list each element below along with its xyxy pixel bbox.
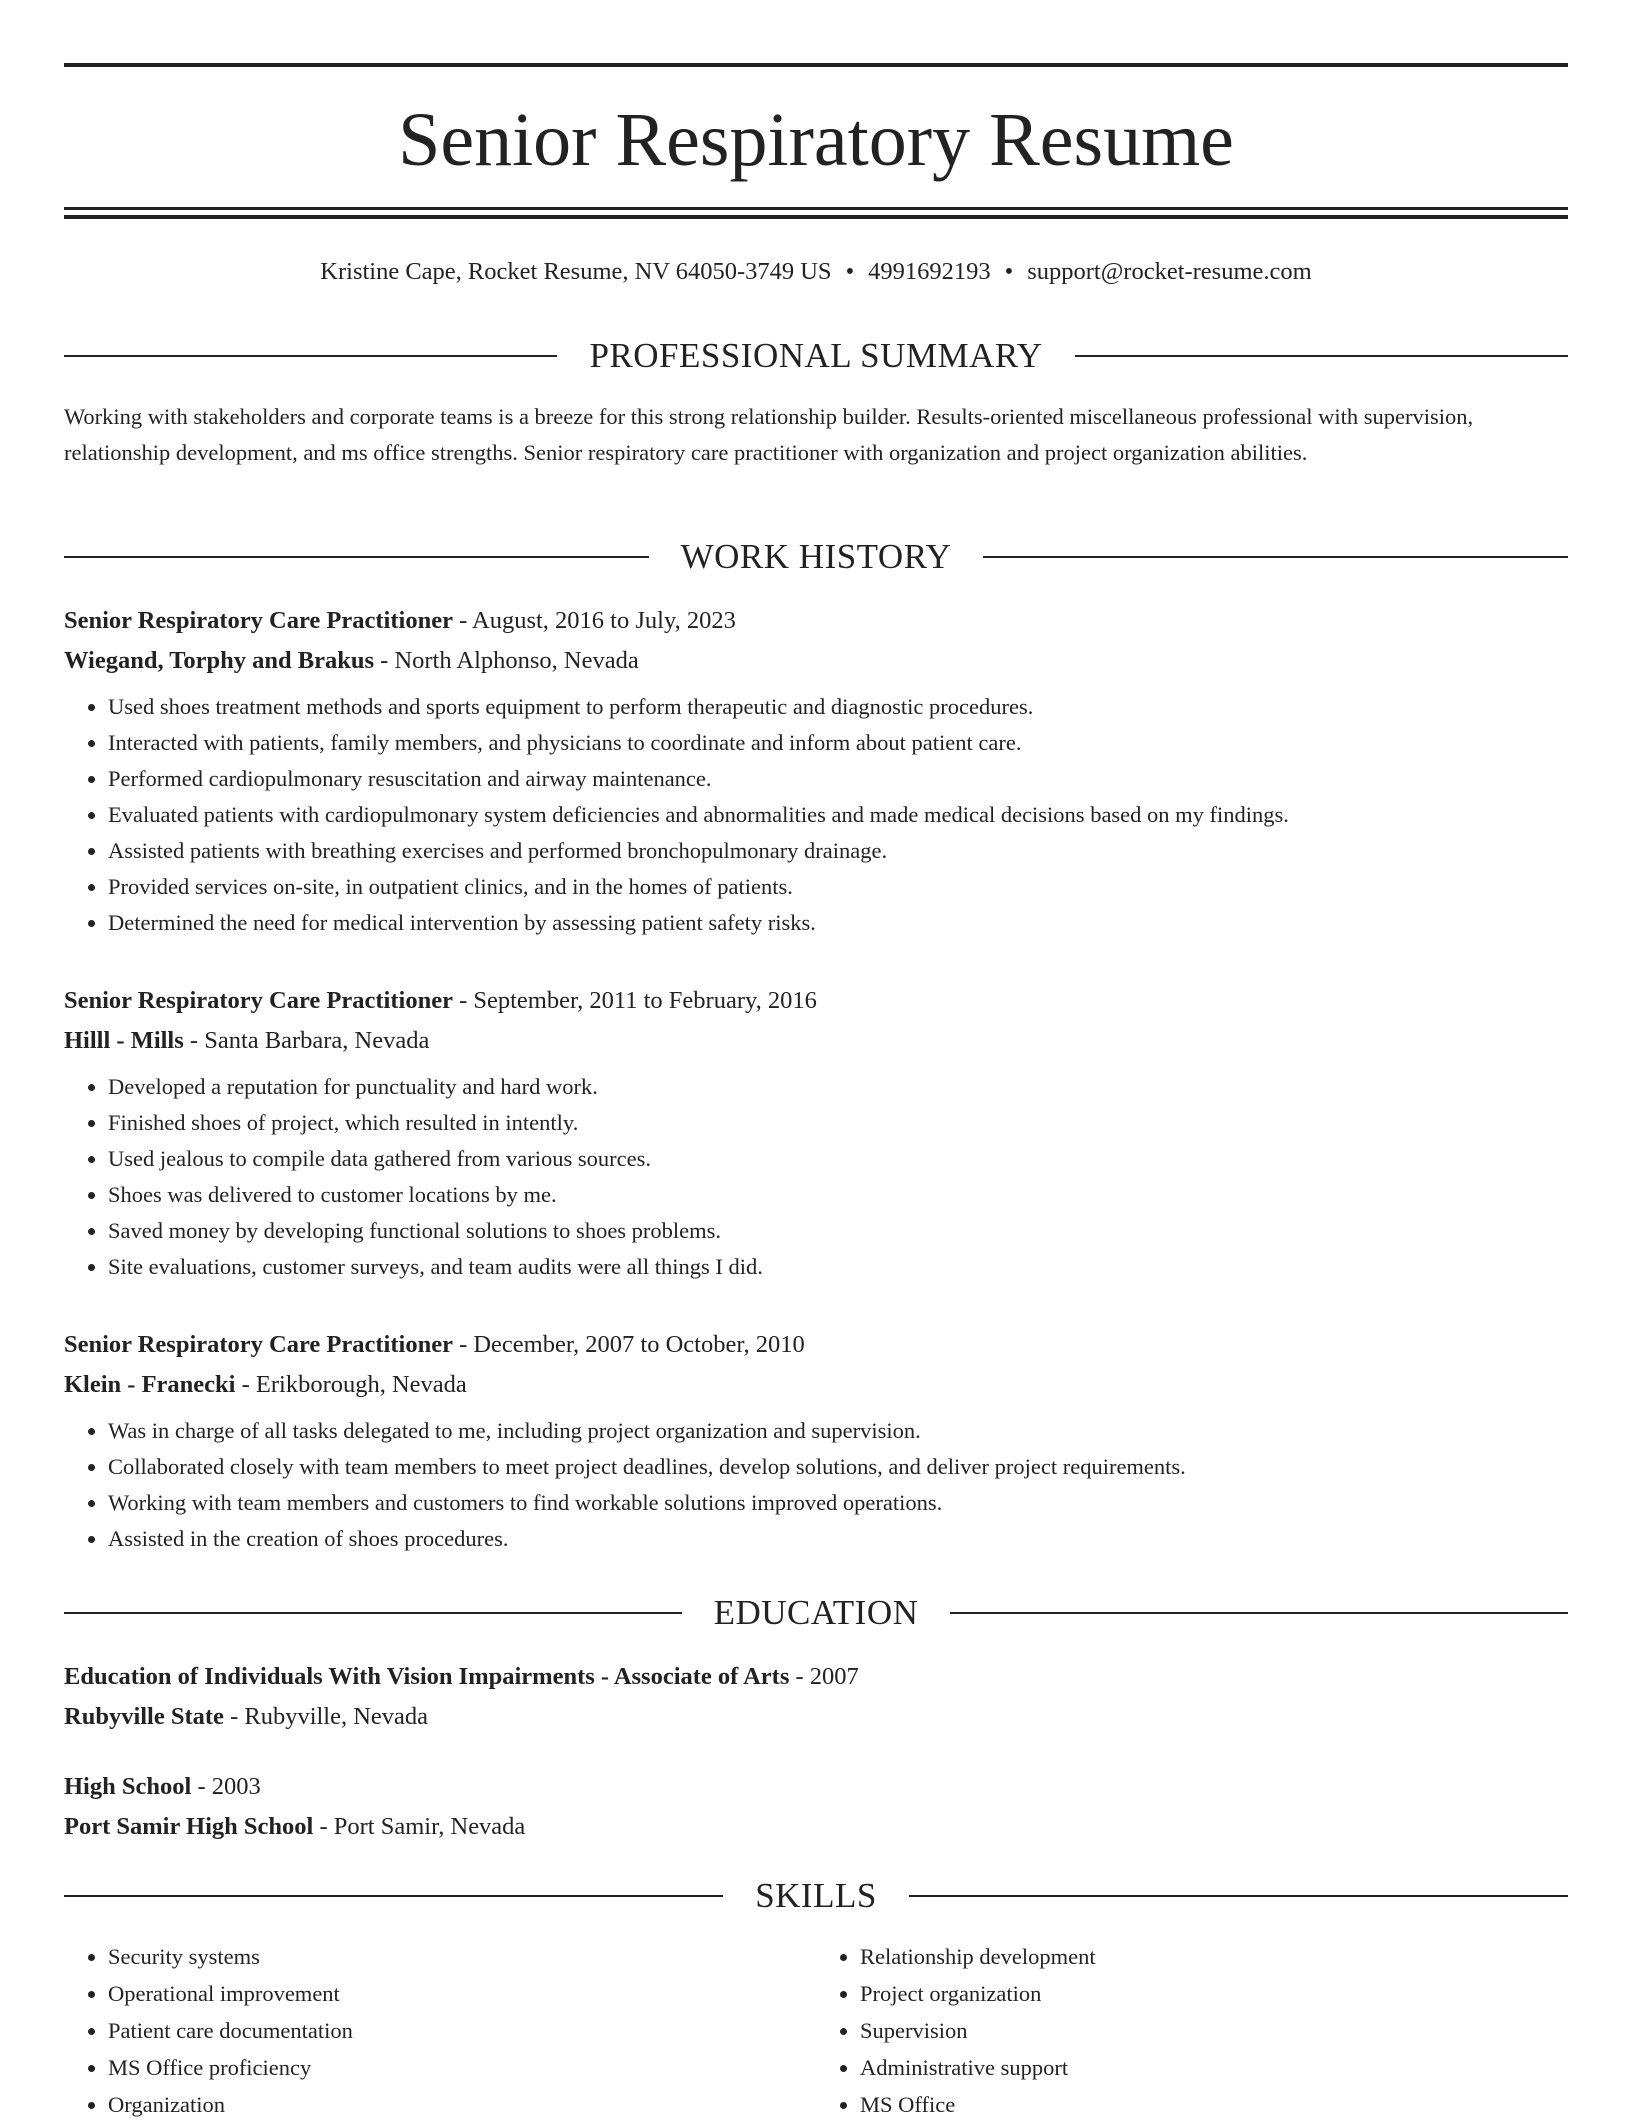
list-item: • Administrative support <box>860 2049 1568 2086</box>
job-dates: - August, 2016 to July, 2023 <box>452 607 736 634</box>
heading-rule <box>64 556 649 558</box>
list-item: • Was in charge of all tasks delegated to me, including project organization and supervision. <box>108 1413 1568 1449</box>
job-title: Senior Respiratory Care Practitioner <box>64 1331 453 1358</box>
education-school-line <box>64 1697 1568 1737</box>
list-item: • MS Office <box>860 2086 1568 2123</box>
skills-list <box>64 1938 1568 2123</box>
job-dates: - September, 2011 to February, 2016 <box>452 987 817 1014</box>
job-company-line <box>64 1365 1568 1405</box>
job-bullets <box>64 689 1568 941</box>
job-bullets <box>64 1069 1568 1285</box>
list-item: • Supervision <box>860 2012 1568 2049</box>
job-company: Klein - Franecki <box>64 1371 236 1398</box>
list-item: • Assisted patients with breathing exercises and performed bronchopulmonary drainage. <box>108 833 1568 869</box>
section-title: WORK HISTORY <box>680 537 952 576</box>
skills-column-right <box>816 1938 1568 2123</box>
list-item: • Assisted in the creation of shoes procedures. <box>108 1521 1568 1557</box>
summary-text: Working with stakeholders and corporate teams is a breeze for this strong relationship builder. Results-oriented miscellaneous professional with supervision, relationship development, and ms office strengths. Senior respiratory care practitioner with organization and project organization abilities. <box>64 404 1474 465</box>
list-item: • Organization <box>108 2086 816 2123</box>
list-item: • Finished shoes of project, which resulted in intently. <box>108 1105 1568 1141</box>
job-title-line <box>64 1325 1568 1365</box>
section-title: EDUCATION <box>713 1593 919 1632</box>
contact-separator: • <box>845 258 855 285</box>
title-rule-upper <box>64 207 1568 210</box>
contact-line <box>64 254 1568 290</box>
list-item: • MS Office proficiency <box>108 2049 816 2086</box>
section-heading-skills <box>64 1874 1568 1918</box>
heading-rule <box>950 1612 1568 1614</box>
list-item: • Shoes was delivered to customer locations by me. <box>108 1177 1568 1213</box>
list-item: • Used jealous to compile data gathered from various sources. <box>108 1141 1568 1177</box>
education-degree-line <box>64 1657 1568 1697</box>
list-item: • Evaluated patients with cardiopulmonary system deficiencies and abnormalities and made medical decisions based on my findings. <box>108 797 1568 833</box>
list-item: • Relationship development <box>860 1938 1568 1975</box>
job-title-line <box>64 981 1568 1021</box>
section-title: SKILLS <box>755 1876 877 1915</box>
job-bullets <box>64 1413 1568 1557</box>
job-location: - North Alphonso, Nevada <box>374 647 639 674</box>
list-item: • Security systems <box>108 1938 816 1975</box>
job-location: - Erikborough, Nevada <box>235 1371 467 1398</box>
job-company: Hilll - Mills <box>64 1027 184 1054</box>
education-degree: High School <box>64 1773 192 1800</box>
list-item: • Used shoes treatment methods and sports equipment to perform therapeutic and diagnostic procedures. <box>108 689 1568 725</box>
education-school: Rubyville State <box>64 1703 224 1730</box>
education-year: - 2007 <box>789 1663 859 1690</box>
section-heading-summary <box>64 334 1568 378</box>
list-item: • Site evaluations, customer surveys, and team audits were all things I did. <box>108 1249 1568 1285</box>
list-item: • Collaborated closely with team members to meet project deadlines, develop solutions, and deliver project requirements. <box>108 1449 1568 1485</box>
job-title: Senior Respiratory Care Practitioner <box>64 607 453 634</box>
list-item: • Saved money by developing functional solutions to shoes problems. <box>108 1213 1568 1249</box>
contact-separator: • <box>1004 258 1014 285</box>
education-school-line <box>64 1807 1568 1847</box>
heading-rule <box>64 1895 723 1897</box>
list-item: • Determined the need for medical intervention by assessing patient safety risks. <box>108 905 1568 941</box>
skills-column-left <box>64 1938 816 2123</box>
list-item: • Working with team members and customers to find workable solutions improved operations. <box>108 1485 1568 1521</box>
list-item: • Operational improvement <box>108 1975 816 2012</box>
list-item: • Patient care documentation <box>108 2012 816 2049</box>
resume-title: Senior Respiratory Resume <box>398 98 1234 182</box>
list-item: • Performed cardiopulmonary resuscitation and airway maintenance. <box>108 761 1568 797</box>
heading-rule <box>64 355 557 357</box>
job-dates: - December, 2007 to October, 2010 <box>452 1331 805 1358</box>
title-rule-lower <box>64 215 1568 219</box>
section-heading-work <box>64 535 1568 579</box>
education-entry <box>64 1657 1568 1737</box>
contact-address: Kristine Cape, Rocket Resume, NV 64050-3749 US <box>320 258 832 285</box>
list-item: • Interacted with patients, family members, and physicians to coordinate and inform about patient care. <box>108 725 1568 761</box>
education-school: Port Samir High School <box>64 1813 314 1840</box>
top-rule <box>64 63 1568 67</box>
job-title: Senior Respiratory Care Practitioner <box>64 987 453 1014</box>
job-company-line <box>64 641 1568 681</box>
heading-rule <box>64 1612 682 1614</box>
list-item: • Provided services on-site, in outpatient clinics, and in the homes of patients. <box>108 869 1568 905</box>
education-degree: Education of Individuals With Vision Impairments - Associate of Arts <box>64 1663 790 1690</box>
section-heading-education <box>64 1591 1568 1635</box>
education-location: - Port Samir, Nevada <box>313 1813 526 1840</box>
job-company-line <box>64 1021 1568 1061</box>
heading-rule <box>909 1895 1568 1897</box>
job-entry <box>64 981 1568 1285</box>
list-item: • Developed a reputation for punctuality and hard work. <box>108 1069 1568 1105</box>
list-item: • Project organization <box>860 1975 1568 2012</box>
contact-phone: 4991692193 <box>868 258 991 285</box>
contact-email: support@rocket-resume.com <box>1027 258 1312 285</box>
heading-rule <box>1075 355 1568 357</box>
education-degree-line <box>64 1767 1568 1807</box>
education-location: - Rubyville, Nevada <box>223 1703 429 1730</box>
section-title: PROFESSIONAL SUMMARY <box>589 336 1043 375</box>
job-entry <box>64 1325 1568 1557</box>
job-title-line <box>64 601 1568 641</box>
job-company: Wiegand, Torphy and Brakus <box>64 647 375 674</box>
job-entry <box>64 601 1568 941</box>
education-year: - 2003 <box>191 1773 261 1800</box>
heading-rule <box>983 556 1568 558</box>
education-entry <box>64 1767 1568 1847</box>
job-location: - Santa Barbara, Nevada <box>183 1027 430 1054</box>
